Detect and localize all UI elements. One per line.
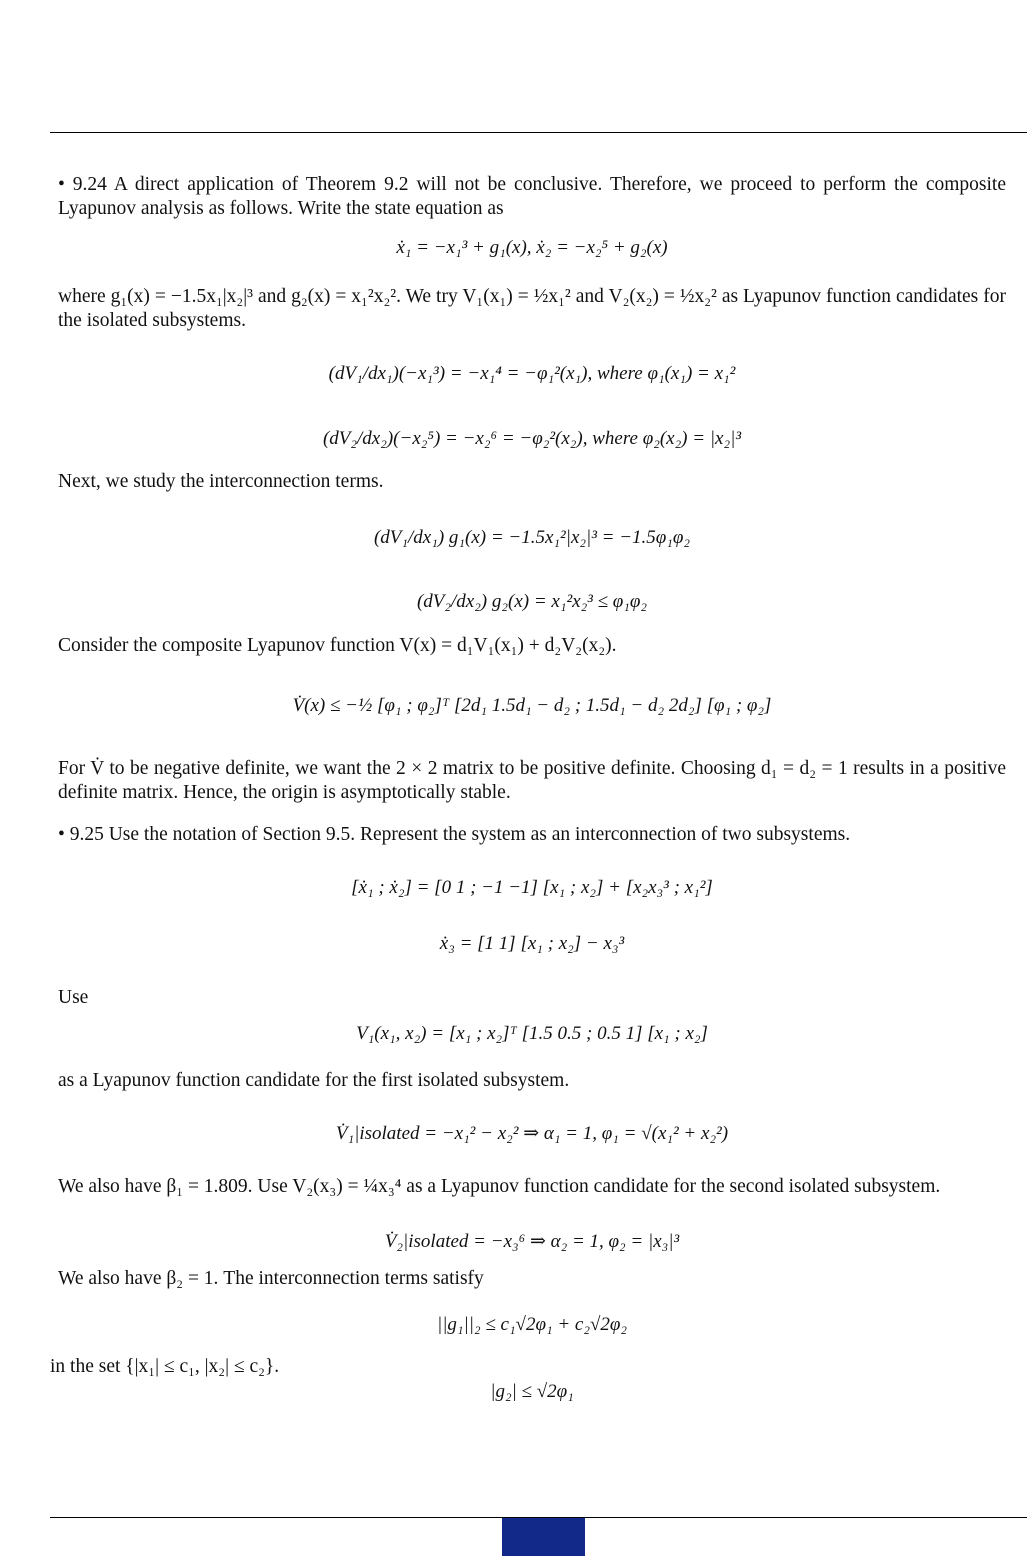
- beta1-text: We also have β₁ = 1.809. Use V₂(x₃) = ¼x₃⁴ as a Lyapunov function candidate for the second isolated subsystem.: [58, 1176, 941, 1197]
- candidate-text: as a Lyapunov function candidate for the first isolated subsystem.: [58, 1070, 570, 1091]
- beta2-text: We also have β₂ = 1. The interconnection terms satisfy: [58, 1268, 484, 1289]
- problem-9-25-intro: • 9.25 Use the notation of Section 9.5. Represent the system as an interconnection of two subsystems.: [58, 824, 851, 845]
- where-definitions: where g₁(x) = −1.5x₁|x₂|³ and g₂(x) = x₁²x₂². We try V₁(x₁) = ½x₁² and V₂(x₂) = ½x₂² as Lyapunov function candidates for the isolated subsystems.: [58, 286, 1006, 331]
- state-equation: ẋ₁ = −x₁³ + g₁(x), ẋ₂ = −x₂⁵ + g₂(x): [396, 237, 668, 258]
- equation-g2-bound: |g₂| ≤ √2φ₁: [490, 1381, 574, 1402]
- equation-system-1: [ẋ₁ ; ẋ₂] = [0 1 ; −1 −1] [x₁ ; x₂] + [x₂x₃³ ; x₁²]: [351, 877, 713, 898]
- equation-v1dot-isolated: V̇₁|isolated = −x₁² − x₂² ⇒ α₁ = 1, φ₁ = √(x₁² + x₂²): [335, 1123, 729, 1144]
- header-rule: [50, 132, 1027, 133]
- equation-system-2: ẋ₃ = [1 1] [x₁ ; x₂] − x₃³: [439, 933, 625, 954]
- equation-interconnection-2: (dV₂/dx₂) g₂(x) = x₁²x₂³ ≤ φ₁φ₂: [416, 591, 648, 612]
- page-marker-tab: [502, 1518, 585, 1556]
- interconnection-intro: Next, we study the interconnection terms.: [58, 471, 384, 492]
- use-label: Use: [58, 987, 89, 1008]
- equation-dv2: (dV₂/dx₂)(−x₂⁵) = −x₂⁶ = −φ₂²(x₂), where φ₂(x₂) = |x₂|³: [322, 428, 742, 449]
- set-text: in the set {|x₁| ≤ c₁, |x₂| ≤ c₂}.: [50, 1356, 280, 1377]
- equation-v1-definition: V₁(x₁, x₂) = [x₁ ; x₂]ᵀ [1.5 0.5 ; 0.5 1] [x₁ ; x₂]: [356, 1023, 708, 1044]
- equation-vdot-matrix: V̇(x) ≤ −½ [φ₁ ; φ₂]ᵀ [2d₁ 1.5d₁ − d₂ ; 1.5d₁ − d₂ 2d₂] [φ₁ ; φ₂]: [292, 695, 772, 716]
- equation-v2dot-isolated: V̇₂|isolated = −x₃⁶ ⇒ α₂ = 1, φ₂ = |x₃|³: [384, 1231, 680, 1252]
- equation-dv1: (dV₁/dx₁)(−x₁³) = −x₁⁴ = −φ₁²(x₁), where φ₁(x₁) = x₁²: [328, 363, 736, 384]
- equation-g1-bound: ||g₁||₂ ≤ c₁√2φ₁ + c₂√2φ₂: [436, 1314, 628, 1335]
- equation-interconnection-1: (dV₁/dx₁) g₁(x) = −1.5x₁²|x₂|³ = −1.5φ₁φ₂: [373, 527, 691, 548]
- composite-function-text: Consider the composite Lyapunov function V(x) = d₁V₁(x₁) + d₂V₂(x₂).: [58, 635, 617, 656]
- problem-9-24-conclusion: For V̇ to be negative definite, we want the 2 × 2 matrix to be positive definite. Choosing d₁ = d₂ = 1 results in a positive definite matrix. Hence, the origin is asymptotically stable.: [58, 758, 1006, 803]
- problem-9-24-intro: • 9.24 A direct application of Theorem 9.2 will not be conclusive. Therefore, we proceed to perform the composite Lyapunov analysis as follows. Write the state equation as: [58, 174, 1006, 219]
